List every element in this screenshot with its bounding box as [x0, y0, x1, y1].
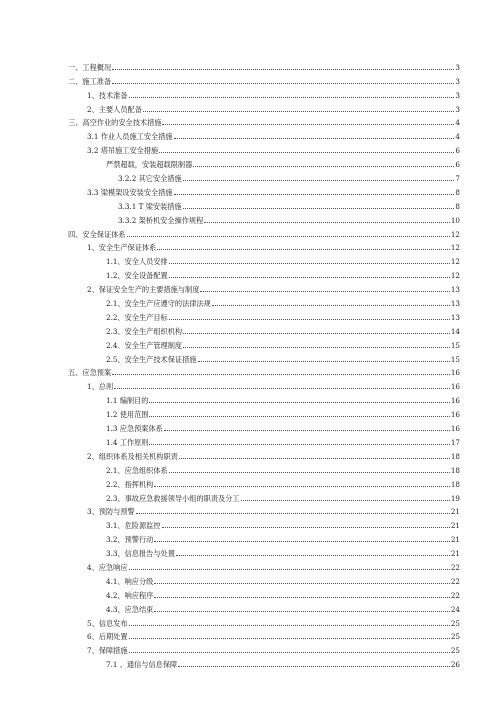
dot-leader: [200, 291, 449, 292]
toc-entry[interactable]: [68, 391, 460, 405]
toc-entry-title: 2.1、应急组织体系: [106, 465, 168, 475]
dot-leader: [149, 402, 449, 403]
toc-entry-title: 二、施工准备: [68, 76, 112, 86]
toc-entry-title: 3.1 作业人员施工安全措施: [87, 132, 173, 142]
toc-entry-title: 1.2、安全设备配置: [106, 271, 168, 281]
toc-entry[interactable]: [68, 516, 460, 530]
dot-leader: [157, 249, 450, 250]
dot-leader: [159, 152, 454, 153]
dot-leader: [112, 69, 454, 70]
toc-entry[interactable]: [68, 350, 460, 364]
toc-entry-page-number: 21: [450, 521, 460, 531]
dot-leader: [114, 388, 450, 389]
dot-leader: [149, 416, 449, 417]
toc-entry[interactable]: [68, 655, 460, 669]
toc-entry-title: 五、应急预案: [68, 368, 112, 378]
dot-leader: [183, 347, 450, 348]
toc-entry-title: 3.2.2 其它安全措施: [118, 174, 182, 184]
toc-entry-page-number: 22: [450, 590, 460, 600]
toc-entry-page-number: 21: [450, 507, 460, 517]
dot-leader: [112, 374, 450, 375]
dot-leader: [193, 166, 454, 167]
toc-entry-title: 1.1、安全人员安排: [106, 257, 168, 267]
toc-entry-page-number: 6: [455, 146, 460, 156]
toc-entry-page-number: 25: [450, 632, 460, 642]
toc-entry[interactable]: [68, 641, 460, 655]
dot-leader: [162, 527, 450, 528]
toc-entry-page-number: 8: [455, 187, 460, 197]
toc-entry-page-number: 16: [450, 410, 460, 420]
toc-entry-page-number: 12: [450, 257, 460, 267]
toc-entry-page-number: 3: [455, 104, 460, 114]
toc-entry[interactable]: [68, 461, 460, 475]
toc-entry[interactable]: [68, 155, 460, 169]
dot-leader: [129, 569, 450, 570]
toc-entry-title: 1.4 工作原则: [106, 437, 149, 447]
toc-entry[interactable]: [68, 405, 460, 419]
dot-leader: [154, 541, 449, 542]
toc-entry[interactable]: [68, 114, 460, 128]
toc-entry[interactable]: [68, 86, 460, 100]
toc-entry[interactable]: [68, 252, 460, 266]
toc-entry-page-number: 7: [455, 174, 460, 184]
toc-entry-title: 3.3.1 T 梁安装措施: [118, 201, 182, 211]
toc-entry[interactable]: [68, 558, 460, 572]
toc-entry-title: 2.1、安全生产应遵守的法律法规: [106, 299, 211, 309]
toc-entry-page-number: 14: [450, 326, 460, 336]
toc-entry-title: 2.5、安全生产技术保证措施: [106, 354, 197, 364]
dot-leader: [204, 222, 450, 223]
dot-leader: [129, 625, 450, 626]
toc-entry[interactable]: [68, 169, 460, 183]
toc-entry-page-number: 26: [450, 660, 460, 670]
toc-entry-title: 三、高空作业的安全技术措施: [68, 118, 162, 128]
dot-leader: [127, 236, 450, 237]
toc-entry-title: 1、总则: [87, 382, 114, 392]
toc-entry[interactable]: [68, 58, 460, 72]
toc-entry-title: 3.2、预警行动: [106, 535, 154, 545]
toc-entry-page-number: 18: [450, 465, 460, 475]
dot-leader: [169, 472, 450, 473]
toc-entry-page-number: 25: [450, 646, 460, 656]
toc-entry-title: 5、信息发布: [87, 618, 128, 628]
toc-entry-page-number: 16: [450, 368, 460, 378]
dot-leader: [154, 597, 449, 598]
toc-entry-title: 四、安全保证体系: [68, 229, 126, 239]
toc-entry-page-number: 21: [450, 549, 460, 559]
toc-entry-page-number: 16: [450, 396, 460, 406]
toc-entry-page-number: 16: [450, 424, 460, 434]
toc-entry-page-number: 10: [450, 215, 460, 225]
toc-entry[interactable]: [68, 211, 460, 225]
toc-entry-page-number: 13: [450, 312, 460, 322]
toc-entry-page-number: 12: [450, 243, 460, 253]
toc-entry-title: 一、工程概况: [68, 62, 112, 72]
toc-entry-title: 3.3 梁模架设安装安全措施: [87, 187, 173, 197]
toc-entry-title: 1、技术准备: [87, 90, 128, 100]
toc-entry[interactable]: [68, 225, 460, 239]
toc-entry-page-number: 18: [450, 479, 460, 489]
dot-leader: [164, 430, 450, 431]
toc-entry[interactable]: [68, 447, 460, 461]
toc-entry-title: 7.1 、通信与信息保障: [106, 660, 178, 670]
toc-entry-title: 3、预防与预警: [87, 507, 135, 517]
dot-leader: [143, 111, 455, 112]
dot-leader: [174, 138, 455, 139]
toc-entry-page-number: 13: [450, 285, 460, 295]
toc-entry-page-number: 21: [450, 535, 460, 545]
toc-entry-page-number: 24: [450, 604, 460, 614]
dot-leader: [154, 486, 449, 487]
dot-leader: [129, 97, 455, 98]
dot-leader: [241, 500, 450, 501]
toc-entry[interactable]: [68, 239, 460, 253]
toc-entry[interactable]: [68, 197, 460, 211]
toc-entry-page-number: 15: [450, 340, 460, 350]
toc-entry-page-number: 4: [455, 118, 460, 128]
dot-leader: [136, 513, 450, 514]
toc-entry-title: 2.2、安全生产目标: [106, 312, 168, 322]
dot-leader: [183, 180, 455, 181]
dot-leader: [112, 83, 454, 84]
toc-entry-title: 2、组织体系及相关机构职责: [87, 451, 178, 461]
dot-leader: [212, 305, 450, 306]
toc-entry-title: 1.1 编制目的: [106, 396, 149, 406]
toc-entry[interactable]: [68, 600, 460, 614]
toc-entry-title: 4.1、响应分级: [106, 576, 154, 586]
toc-entry[interactable]: [68, 336, 460, 350]
toc-entry[interactable]: [68, 183, 460, 197]
dot-leader: [129, 652, 450, 653]
toc-entry-page-number: 19: [450, 493, 460, 503]
dot-leader: [198, 361, 450, 362]
toc-entry-title: 2、保证安全生产的主要措施与制度: [87, 285, 200, 295]
toc-entry[interactable]: [68, 572, 460, 586]
dot-leader: [169, 319, 450, 320]
toc-entry[interactable]: [68, 530, 460, 544]
toc-entry-page-number: 4: [455, 132, 460, 142]
toc-entry[interactable]: [68, 503, 460, 517]
toc-entry-title: 3.2 塔吊施工安全措施: [87, 146, 159, 156]
dot-leader: [178, 666, 450, 667]
toc-entry-title: 2、主要人员配备: [87, 104, 142, 114]
toc-entry[interactable]: [68, 377, 460, 391]
dot-leader: [149, 444, 449, 445]
toc-entry[interactable]: [68, 614, 460, 628]
toc-entry[interactable]: [68, 433, 460, 447]
toc-entry-page-number: 25: [450, 618, 460, 628]
table-of-contents: [68, 58, 460, 669]
toc-entry[interactable]: [68, 475, 460, 489]
dot-leader: [183, 333, 450, 334]
toc-entry[interactable]: [68, 322, 460, 336]
toc-entry-title: 1.2 使用范围: [106, 410, 149, 420]
toc-entry-page-number: 18: [450, 451, 460, 461]
toc-entry-page-number: 22: [450, 562, 460, 572]
toc-entry-title: 6、后期处置: [87, 632, 128, 642]
toc-entry-page-number: 15: [450, 354, 460, 364]
toc-entry[interactable]: [68, 100, 460, 114]
dot-leader: [179, 458, 450, 459]
dot-leader: [169, 277, 450, 278]
dot-leader: [154, 583, 449, 584]
toc-entry-page-number: 12: [450, 229, 460, 239]
dot-leader: [183, 208, 455, 209]
toc-entry-title: 2.3、安全生产组织机构: [106, 326, 183, 336]
toc-entry-title: 3.3.2 架桥机安全操作规程: [118, 215, 204, 225]
toc-entry-title: 1、安全生产保证体系: [87, 243, 157, 253]
dot-leader: [129, 638, 450, 639]
toc-entry[interactable]: [68, 628, 460, 642]
toc-entry-title: 2.4、安全生产管理制度: [106, 340, 183, 350]
toc-entry-page-number: 13: [450, 299, 460, 309]
toc-entry-page-number: 12: [450, 271, 460, 281]
toc-entry-title: 严禁超载，安装超载限制器: [106, 160, 193, 170]
toc-entry-title: 2.3、事故应急救援领导小组的职责及分工: [106, 493, 240, 503]
toc-entry[interactable]: [68, 127, 460, 141]
dot-leader: [176, 555, 450, 556]
toc-entry-title: 7、保障措施: [87, 646, 128, 656]
toc-entry-page-number: 3: [455, 90, 460, 100]
dot-leader: [169, 263, 450, 264]
toc-entry[interactable]: [68, 266, 460, 280]
toc-entry-page-number: 17: [450, 437, 460, 447]
toc-entry[interactable]: [68, 72, 460, 86]
dot-leader: [162, 124, 454, 125]
toc-entry-page-number: 3: [455, 76, 460, 86]
toc-entry[interactable]: [68, 419, 460, 433]
toc-entry-page-number: 16: [450, 382, 460, 392]
dot-leader: [174, 194, 455, 195]
toc-entry-title: 4.2、响应程序: [106, 590, 154, 600]
toc-entry-title: 3.3、信息报告与处置: [106, 549, 175, 559]
toc-entry-title: 2.2、指挥机构: [106, 479, 154, 489]
toc-entry-page-number: 22: [450, 576, 460, 586]
toc-entry-title: 3.1、危险源监控: [106, 521, 161, 531]
toc-entry-title: 1.3 应急预案体系: [106, 424, 163, 434]
toc-entry-page-number: 8: [455, 201, 460, 211]
toc-entry-page-number: 3: [455, 62, 460, 72]
toc-entry-page-number: 6: [455, 160, 460, 170]
toc-entry[interactable]: [68, 141, 460, 155]
toc-entry[interactable]: [68, 308, 460, 322]
toc-entry[interactable]: [68, 586, 460, 600]
toc-entry[interactable]: [68, 489, 460, 503]
toc-entry[interactable]: [68, 364, 460, 378]
toc-entry-title: 4.3、应急结束: [106, 604, 154, 614]
toc-entry-title: 4、应急响应: [87, 562, 128, 572]
toc-entry[interactable]: [68, 544, 460, 558]
dot-leader: [154, 611, 449, 612]
toc-entry[interactable]: [68, 294, 460, 308]
toc-entry[interactable]: [68, 280, 460, 294]
